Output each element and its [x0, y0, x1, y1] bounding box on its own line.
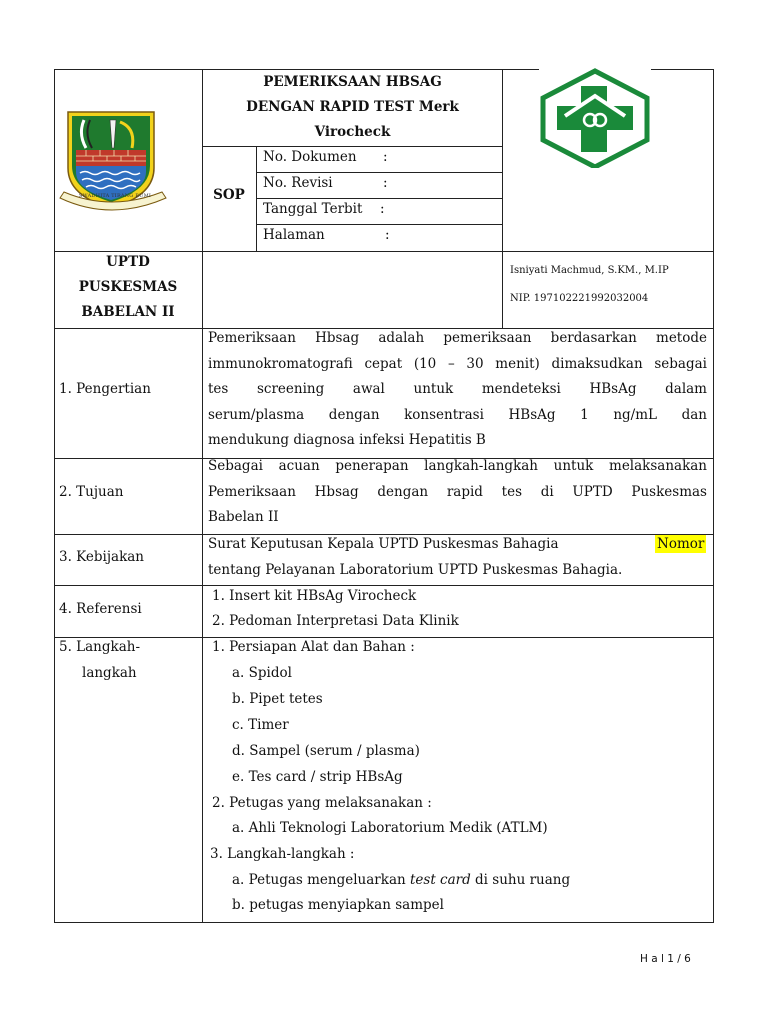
meta-label-no-revisi: No. Revisi — [263, 175, 333, 191]
regional-emblem-logo — [58, 106, 168, 218]
rule — [256, 172, 502, 173]
title-line: Virocheck — [314, 124, 391, 140]
rule — [502, 69, 503, 328]
meta-sep: : — [383, 175, 388, 191]
title-line: DENGAN RAPID TEST Merk — [246, 99, 459, 115]
text-line: Pemeriksaan Hbsag adalah pemeriksaan berdasarkan metode — [208, 330, 707, 346]
alat-item: c. Timer — [232, 717, 289, 733]
section-label-langkah-cont: langkah — [82, 665, 137, 681]
meta-sep: : — [380, 201, 385, 217]
text-line: tes screening awal untuk mendeteksi HBsAg dalam — [208, 381, 707, 397]
org-line: PUSKESMAS — [78, 279, 178, 295]
meta-label-no-dokumen: No. Dokumen — [263, 149, 357, 165]
signatory-name: Isniyati Machmud, S.KM., M.IP — [510, 265, 669, 276]
text-line: immunokromatografi cepat (10 – 30 menit) dimaksudkan sebagai — [208, 355, 707, 372]
tujuan-text — [208, 454, 707, 531]
kebijakan-line-2: tentang Pelayanan Laboratorium UPTD Puskesmas Bahagia. — [208, 562, 623, 578]
step-a-pre: a. Petugas mengeluarkan — [232, 872, 410, 888]
title-line: PEMERIKSAAN HBSAG — [263, 74, 442, 90]
meta-sep: : — [383, 149, 388, 165]
text-line: Babelan II — [208, 509, 279, 525]
table-border-bottom — [54, 922, 714, 923]
sop-label: SOP — [213, 187, 245, 203]
table-border-left — [54, 69, 55, 923]
puskesmas-logo — [539, 68, 651, 168]
text-line: Sebagai acuan penerapan langkah-langkah untuk melaksanakan — [208, 458, 707, 474]
signatory-nip: NIP. 197102221992032004 — [510, 293, 649, 304]
document-title — [203, 70, 502, 145]
langkah-heading-3: 3. Langkah-langkah : — [210, 846, 355, 862]
table-border-right — [713, 69, 714, 923]
org-line: BABELAN II — [81, 304, 175, 320]
step-a-italic: test card — [409, 872, 471, 888]
step-a-post: di suhu ruang — [470, 872, 571, 888]
petugas-item: a. Ahli Teknologi Laboratorium Medik (ATLM) — [232, 820, 548, 836]
rule — [202, 146, 502, 147]
step-a — [232, 871, 570, 889]
referensi-item: 1. Insert kit HBsAg Virocheck — [212, 588, 417, 604]
langkah-heading-2: 2. Petugas yang melaksanakan : — [212, 795, 432, 811]
pengertian-text — [208, 326, 707, 454]
meta-label-halaman: Halaman — [263, 227, 325, 243]
meta-label-tanggal-terbit: Tanggal Terbit — [263, 201, 363, 217]
section-label-langkah: 5. Langkah- — [59, 639, 141, 655]
section-label-tujuan: 2. Tujuan — [59, 484, 124, 500]
alat-item: d. Sampel (serum / plasma) — [232, 743, 420, 759]
referensi-item: 2. Pedoman Interpretasi Data Klinik — [212, 613, 459, 629]
meta-sep: : — [385, 227, 390, 243]
kebijakan-highlight-nomor: Nomor — [657, 536, 705, 552]
text-line: Pemeriksaan Hbsag dengan rapid tes di UPTD Puskesmas — [208, 483, 707, 500]
text-line: mendukung diagnosa infeksi Hepatitis B — [208, 432, 486, 448]
kebijakan-line-1: Surat Keputusan Kepala UPTD Puskesmas Bahagia — [208, 536, 559, 552]
org-line: UPTD — [106, 254, 150, 270]
alat-item: b. Pipet tetes — [232, 691, 323, 707]
rule — [256, 198, 502, 199]
rule — [256, 224, 502, 225]
section-label-kebijakan: 3. Kebijakan — [59, 549, 145, 565]
rule — [256, 146, 257, 251]
page-number: H a l 1 / 6 — [640, 953, 691, 965]
emblem-ribbon-text: SWADHITA TIRANG BUMI — [78, 193, 152, 199]
langkah-heading-1: 1. Persiapan Alat dan Bahan : — [212, 639, 415, 655]
alat-item: e. Tes card / strip HBsAg — [232, 769, 403, 785]
organization-name — [54, 250, 202, 325]
step-b: b. petugas menyiapkan sampel — [232, 897, 444, 913]
section-label-pengertian: 1. Pengertian — [59, 381, 151, 397]
section-label-referensi: 4. Referensi — [59, 601, 142, 617]
rule — [54, 585, 714, 586]
text-line: serum/plasma dengan konsentrasi HBsAg 1 ng/mL dan — [208, 406, 707, 423]
alat-item: a. Spidol — [232, 665, 292, 681]
